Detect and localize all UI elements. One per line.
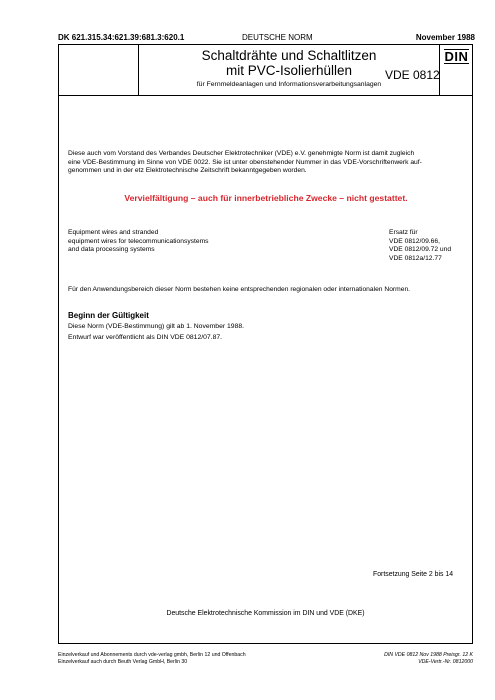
title-line-1: Schaltdrähte und Schaltlitzen: [201, 48, 377, 63]
title-line-2: mit PVC-Isolierhüllen: [225, 63, 353, 78]
replacement-line-2: VDE 0812/09.66,: [389, 237, 440, 245]
vde-number: VDE 0812: [385, 68, 440, 82]
replacement-info: [389, 229, 451, 263]
footer-left: [58, 652, 246, 666]
validity-paragraph: [68, 322, 464, 343]
english-title-line-1: Equipment wires and stranded: [68, 229, 159, 236]
footer-left-line-1: Einzelverkauf und Abonnements durch vde-verlag gmbh, Berlin 12 und Offenbach: [58, 652, 246, 658]
issue-date: November 1988: [415, 33, 475, 42]
intro-line-2: eine VDE-Bestimmung im Sinne von VDE 0022. Sie ist unter obenstehender Nummer in das VDE-Vorschriftenwerk auf-: [68, 158, 422, 166]
replacement-line-3: VDE 0812/09.72 und: [389, 246, 452, 254]
english-title-line-3: and data processing systems: [68, 246, 155, 254]
din-logo-wrap: [440, 44, 473, 66]
continuation-note: Fortsetzung Seite 2 bis 14: [373, 571, 454, 578]
intro-line-3: genommen und in der etz Elektrotechnische Zeitschrift bekanntgegeben worden.: [68, 167, 307, 175]
english-title-line-2: equipment wires for telecommunicationsystems: [68, 237, 209, 245]
footer-right-line-2: VDE-Vertr.-Nr. 0812000: [418, 659, 473, 665]
top-line: [58, 33, 475, 42]
replacement-line-1: Ersatz für: [389, 229, 418, 236]
page-frame: [58, 44, 473, 644]
replacement-line-4: VDE 0812a/12.77: [389, 254, 442, 262]
validity-heading: Beginn der Gültigkeit: [68, 311, 149, 320]
intro-line-1: Diese auch vom Vorstand des Verbandes Deutscher Elektrotechniker (VDE) e.V. genehmigte Norm ist damit zugleich: [68, 150, 415, 157]
din-logo: DIN: [444, 49, 469, 64]
commission-line: Deutsche Elektrotechnische Kommission im DIN und VDE (DKE): [166, 610, 365, 617]
english-title: [68, 229, 209, 255]
footer-right-line-1: DIN VDE 0812 Nov 1988 Preisgr. 12 K: [384, 652, 473, 658]
scope-note: Für den Anwendungsbereich dieser Norm bestehen keine entsprechenden regionalen oder internationalen Normen.: [68, 286, 411, 293]
norm-label: DEUTSCHE NORM: [242, 33, 313, 42]
footer-right: [384, 652, 473, 666]
copy-warning: Vervielfältigung – auch für innerbetriebliche Zwecke – nicht gestattet.: [124, 193, 408, 203]
subtitle: für Fernmeldeanlagen und Informationsverarbeitungsanlagen: [196, 81, 382, 88]
validity-line-1: Diese Norm (VDE-Bestimmung) gilt ab 1. November 1988.: [68, 323, 245, 330]
dk-classification: DK 621.315.34:621.39:681.3:620.1: [58, 33, 185, 42]
intro-paragraph: [68, 150, 464, 176]
footer-left-line-2: Einzelverkauf auch durch Beuth Verlag GmbH, Berlin 30: [58, 659, 188, 665]
validity-line-2: Entwurf war veröffentlicht als DIN VDE 0812/07.87.: [68, 333, 223, 341]
